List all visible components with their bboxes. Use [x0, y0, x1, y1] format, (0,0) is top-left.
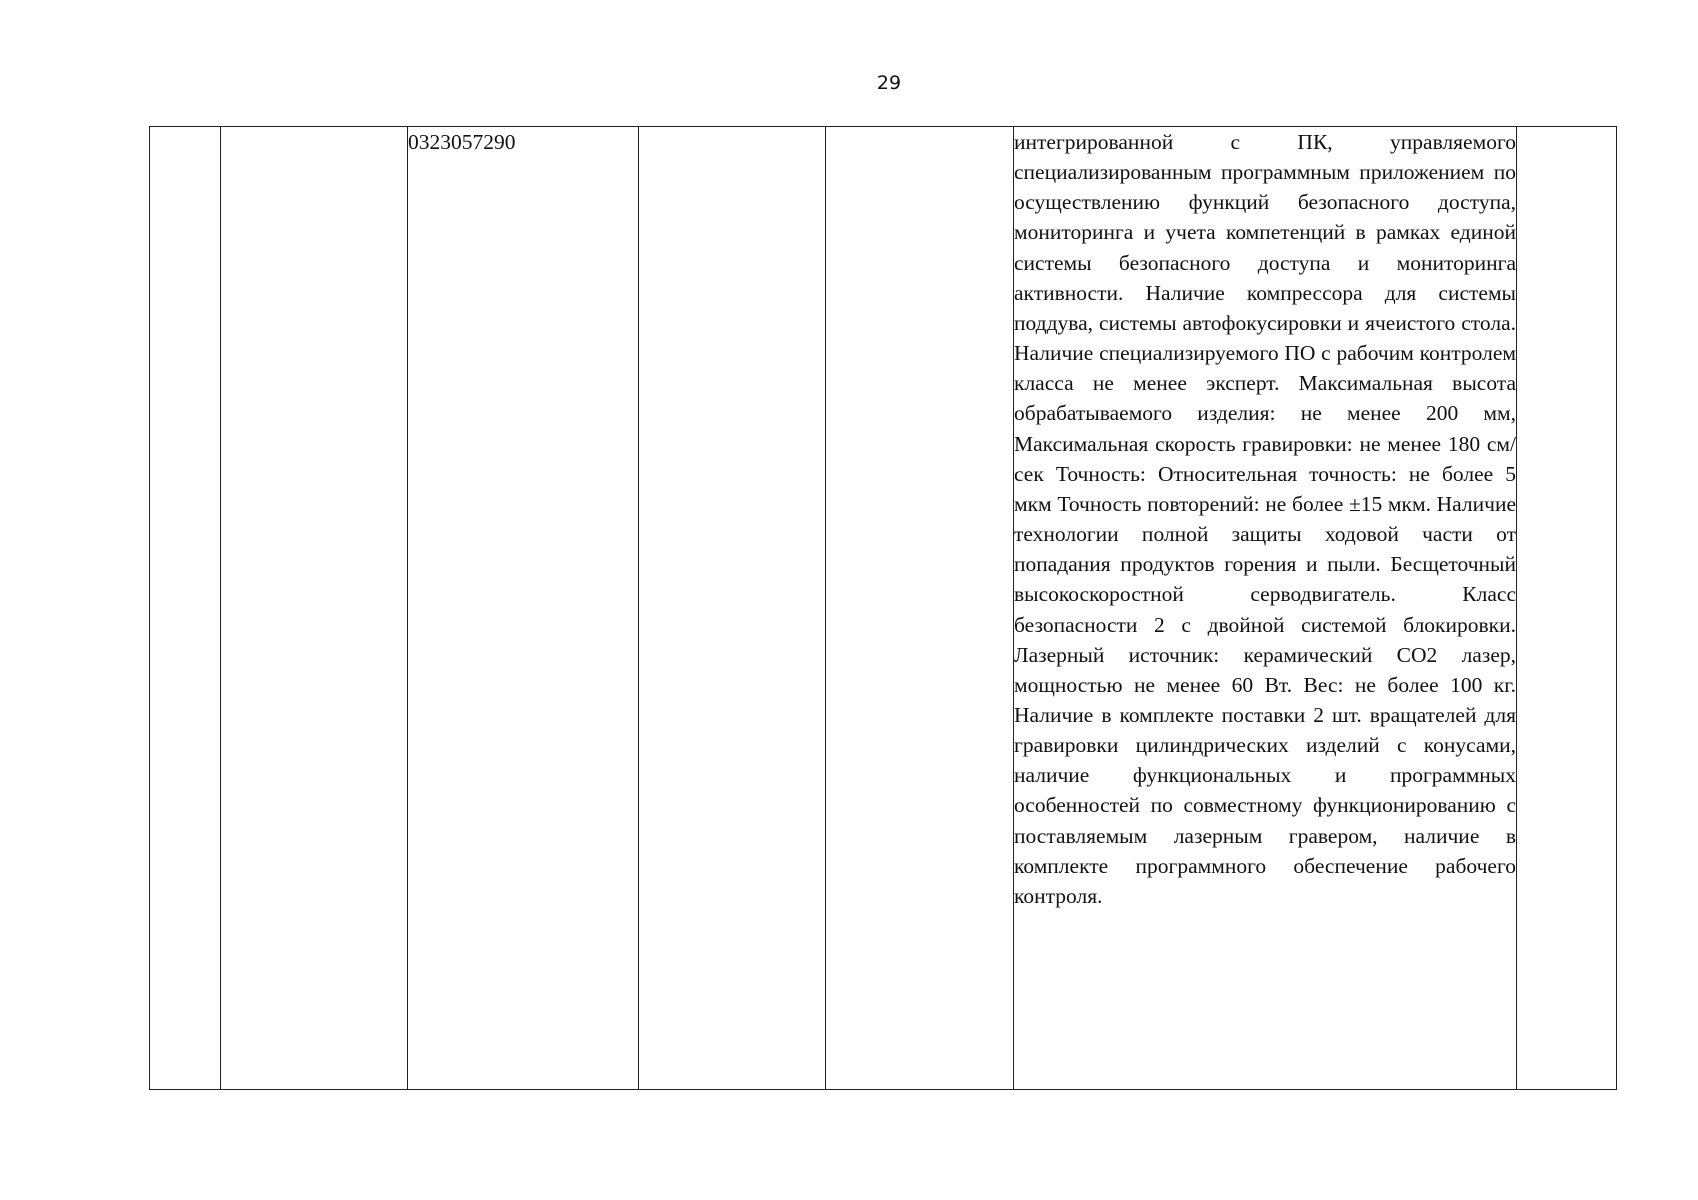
- cell-number: [150, 127, 221, 1090]
- cell-empty-5: [826, 127, 1014, 1090]
- specification-table: [149, 126, 1617, 1090]
- cell-name: [221, 127, 408, 1090]
- table-row: [150, 127, 1617, 1090]
- cell-code: 0323057290: [408, 127, 639, 1090]
- cell-empty-7: [1517, 127, 1617, 1090]
- cell-empty-4: [639, 127, 826, 1090]
- cell-description: интегрированной с ПК, управляемого специализированным программным приложением по осуществлению функций безопасного доступа, мониторинга и учета компетенций в рамках единой системы безопасного доступа и мониторинга активности. Наличие компрессора для системы поддува, системы автофокусировки и ячеистого стола. Наличие специализируемого ПО с рабочим контролем класса не менее эксперт. Максимальная высота обрабатываемого изделия: не менее 200 мм, Максимальная скорость гравировки: не менее 180 см/сек Точность: Относительная точность: не более 5 мкм Точность повторений: не более ±15 мкм. Наличие технологии полной защиты ходовой части от попадания продуктов горения и пыли. Бесщеточный высокоскоростной серводвигатель. Класс безопасности 2 с двойной системой блокировки. Лазерный источник: керамический СО2 лазер, мощностью не менее 60 Вт. Вес: не более 100 кг. Наличие в комплекте поставки 2 шт. вращателей для гравировки цилиндрических изделий с конусами, наличие функциональных и программных особенностей по совместному функционированию с поставляемым лазерным гравером, наличие в комплекте программного обеспечение рабочего контроля.: [1014, 127, 1517, 1090]
- page-number: 29: [876, 72, 902, 94]
